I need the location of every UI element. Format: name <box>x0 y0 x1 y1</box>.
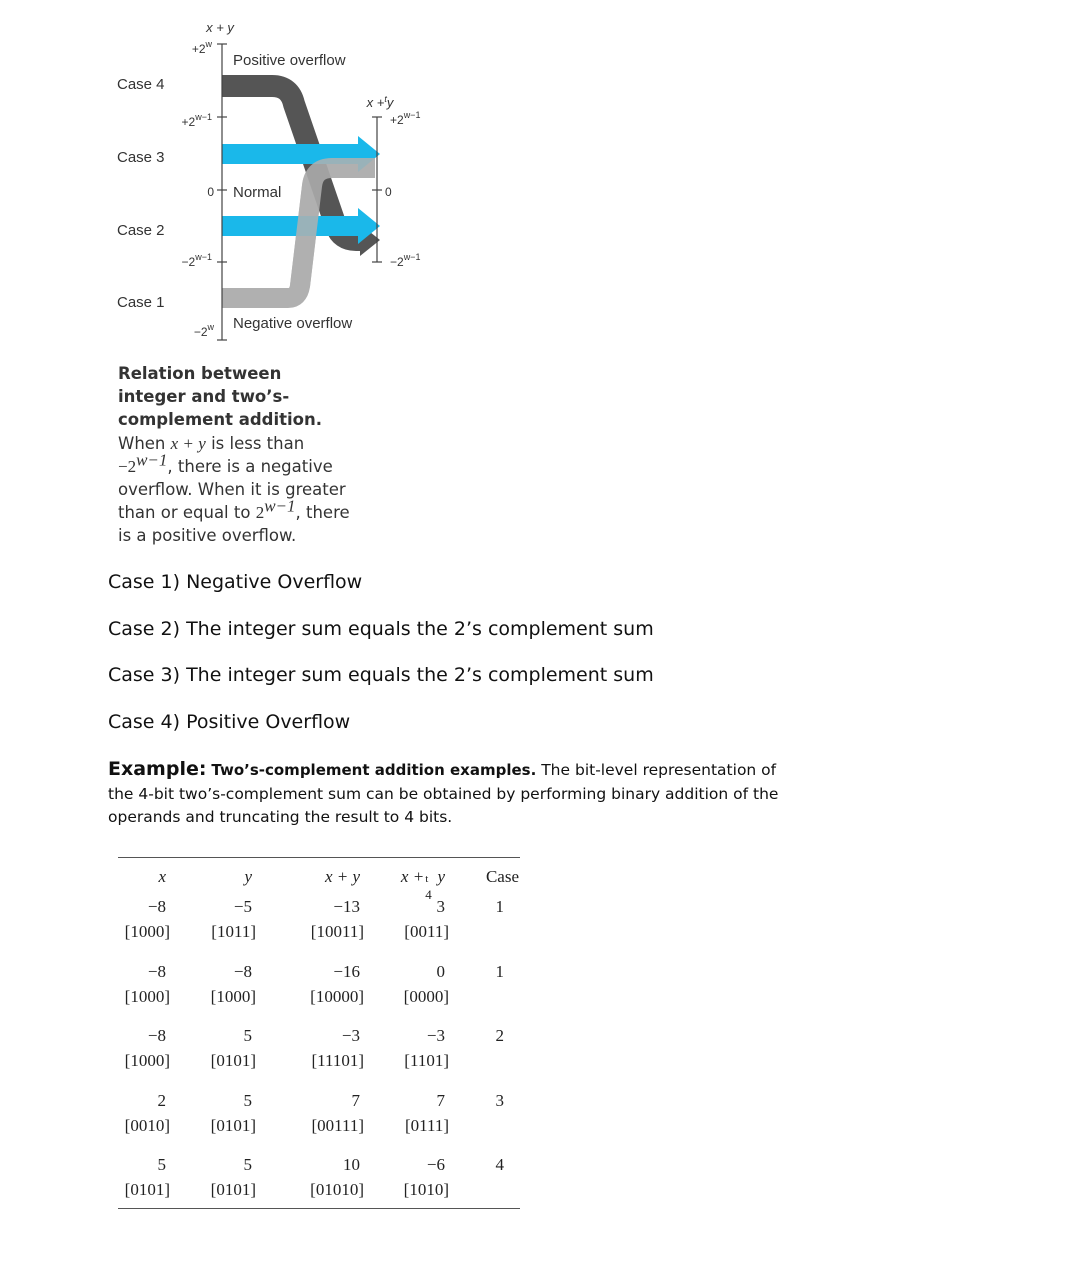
cell-y-value: −8 <box>233 961 252 981</box>
table-top-rule <box>118 857 520 858</box>
cell-truncated-sum-bits: [0111] <box>404 1115 449 1135</box>
header-y: y <box>244 867 252 886</box>
cell-sum-bits: [01010] <box>310 1180 364 1200</box>
cell-x-bits: [1000] <box>124 922 170 941</box>
cell-truncated-sum-value: 3 <box>436 897 445 916</box>
cell-x-value: 5 <box>157 1155 166 1175</box>
header-case: Case <box>485 867 519 886</box>
caption-text-2: is less than <box>211 433 305 453</box>
case-2-label: Case 2 <box>117 222 165 239</box>
caption-plus: + <box>183 433 194 453</box>
case-4-label: Case 4 <box>117 76 165 93</box>
cell-truncated-sum-value: 7 <box>436 1090 445 1110</box>
left-axis-title: x + y <box>206 20 234 35</box>
cell-sum-value: −3 <box>341 1026 360 1046</box>
overflow-diagram <box>0 0 520 350</box>
right-tick-zero: 0 <box>385 185 392 199</box>
example-title: Two’s-complement addition examples. <box>211 761 537 779</box>
case-3-label: Case 3 <box>117 149 165 166</box>
cell-sum-bits: [10011] <box>310 922 364 941</box>
cell-case: 1 <box>495 897 504 916</box>
negative-overflow-label: Negative overflow <box>233 315 353 332</box>
right-tick-pos-2w-1: $+2^{w-1}$ <box>390 110 421 127</box>
case-3-description: Case 3) The integer sum equals the 2’s complement sum <box>108 664 654 686</box>
normal-label: Normal <box>233 184 282 201</box>
cell-y-bits: [0101] <box>210 1115 256 1135</box>
cell-x-bits: [1000] <box>124 986 170 1006</box>
right-axis-title: x +$^t$y <box>366 94 394 110</box>
cell-sum-bits: [11101] <box>311 1051 364 1071</box>
cell-sum-bits: [10000] <box>310 986 364 1006</box>
cell-truncated-sum-bits: [1010] <box>403 1180 449 1200</box>
cell-truncated-sum-value: −6 <box>426 1155 445 1175</box>
cell-y-value: 5 <box>243 1090 252 1110</box>
cell-case: 3 <box>495 1090 504 1110</box>
cell-truncated-sum-value: −3 <box>426 1026 445 1046</box>
cell-truncated-sum-value: 0 <box>436 961 445 981</box>
case-2-description: Case 2) The integer sum equals the 2’s complement sum <box>108 618 654 640</box>
cell-case: 2 <box>495 1026 504 1046</box>
caption-title: Relation between integer and two’s-complement addition. <box>118 364 323 430</box>
cell-y-bits: [0101] <box>210 1051 256 1071</box>
cell-sum-value: −16 <box>333 961 360 981</box>
cell-x-value: −8 <box>147 1026 166 1046</box>
left-tick-pos-2w-1: $+2^{w-1}$ <box>181 112 212 129</box>
table-bottom-rule <box>118 1208 520 1209</box>
cell-y-bits: [0101] <box>210 1180 256 1200</box>
case-1-description: Case 1) Negative Overflow <box>108 571 363 593</box>
cell-x-value: 2 <box>157 1090 166 1110</box>
header-sum: x + y <box>324 867 360 886</box>
caption-var-x: x <box>170 433 179 453</box>
caption-var-y: y <box>198 433 206 453</box>
caption-neg-power: $-2^{w-1}$ <box>118 450 168 476</box>
cell-x-bits: [0010] <box>124 1115 170 1135</box>
left-tick-zero: 0 <box>207 185 214 199</box>
figure-caption <box>118 362 353 548</box>
left-tick-neg-2w: $-2^w$ <box>193 322 214 339</box>
cell-sum-value: 10 <box>343 1155 360 1175</box>
caption-text-3: , there is a negative overflow. When it is greater than or equal to <box>118 456 346 523</box>
case-1-label: Case 1 <box>117 294 165 311</box>
case-4-description: Case 4) Positive Overflow <box>108 711 351 733</box>
cell-truncated-sum-bits: [1101] <box>404 1051 449 1071</box>
caption-text-4: , there is a positive overflow. <box>118 503 350 546</box>
cell-y-value: 5 <box>243 1155 252 1175</box>
example-heading: Example: <box>108 758 207 780</box>
cell-sum-value: 7 <box>351 1090 360 1110</box>
example-paragraph <box>108 758 788 830</box>
positive-overflow-label: Positive overflow <box>233 52 346 69</box>
cell-truncated-sum-bits: [0000] <box>403 986 449 1006</box>
cell-case: 1 <box>495 961 504 981</box>
normal-band-lower <box>222 216 360 236</box>
cell-truncated-sum-bits: [0011] <box>404 922 449 941</box>
cell-y-value: −5 <box>233 897 252 916</box>
cell-x-value: −8 <box>147 897 166 916</box>
left-tick-neg-2w-1: $-2^{w-1}$ <box>181 252 212 269</box>
cell-sum-bits: [00111] <box>311 1115 364 1135</box>
left-tick-pos-2w: $+2^w$ <box>191 39 212 56</box>
cell-y-bits: [1011] <box>211 922 256 941</box>
caption-text-1: When <box>118 433 166 453</box>
cell-x-bits: [1000] <box>124 1051 170 1071</box>
cell-x-value: −8 <box>147 961 166 981</box>
cell-case: 4 <box>495 1155 504 1175</box>
cell-y-value: 5 <box>243 1026 252 1046</box>
cell-sum-value: −13 <box>333 897 360 916</box>
cell-y-bits: [1000] <box>210 986 256 1006</box>
cell-x-bits: [0101] <box>124 1180 170 1200</box>
header-x: x <box>158 867 166 886</box>
caption-pos-power: $2^{w-1}$ <box>255 496 296 523</box>
header-truncated-sum: x + t 4 y <box>400 867 445 902</box>
right-tick-neg-2w-1: $-2^{w-1}$ <box>390 252 421 269</box>
example-body: The bit-level representation of the 4-bit two’s-complement sum can be obtained by performing binary addition of the operands and truncating the result to 4 bits. <box>108 761 779 826</box>
